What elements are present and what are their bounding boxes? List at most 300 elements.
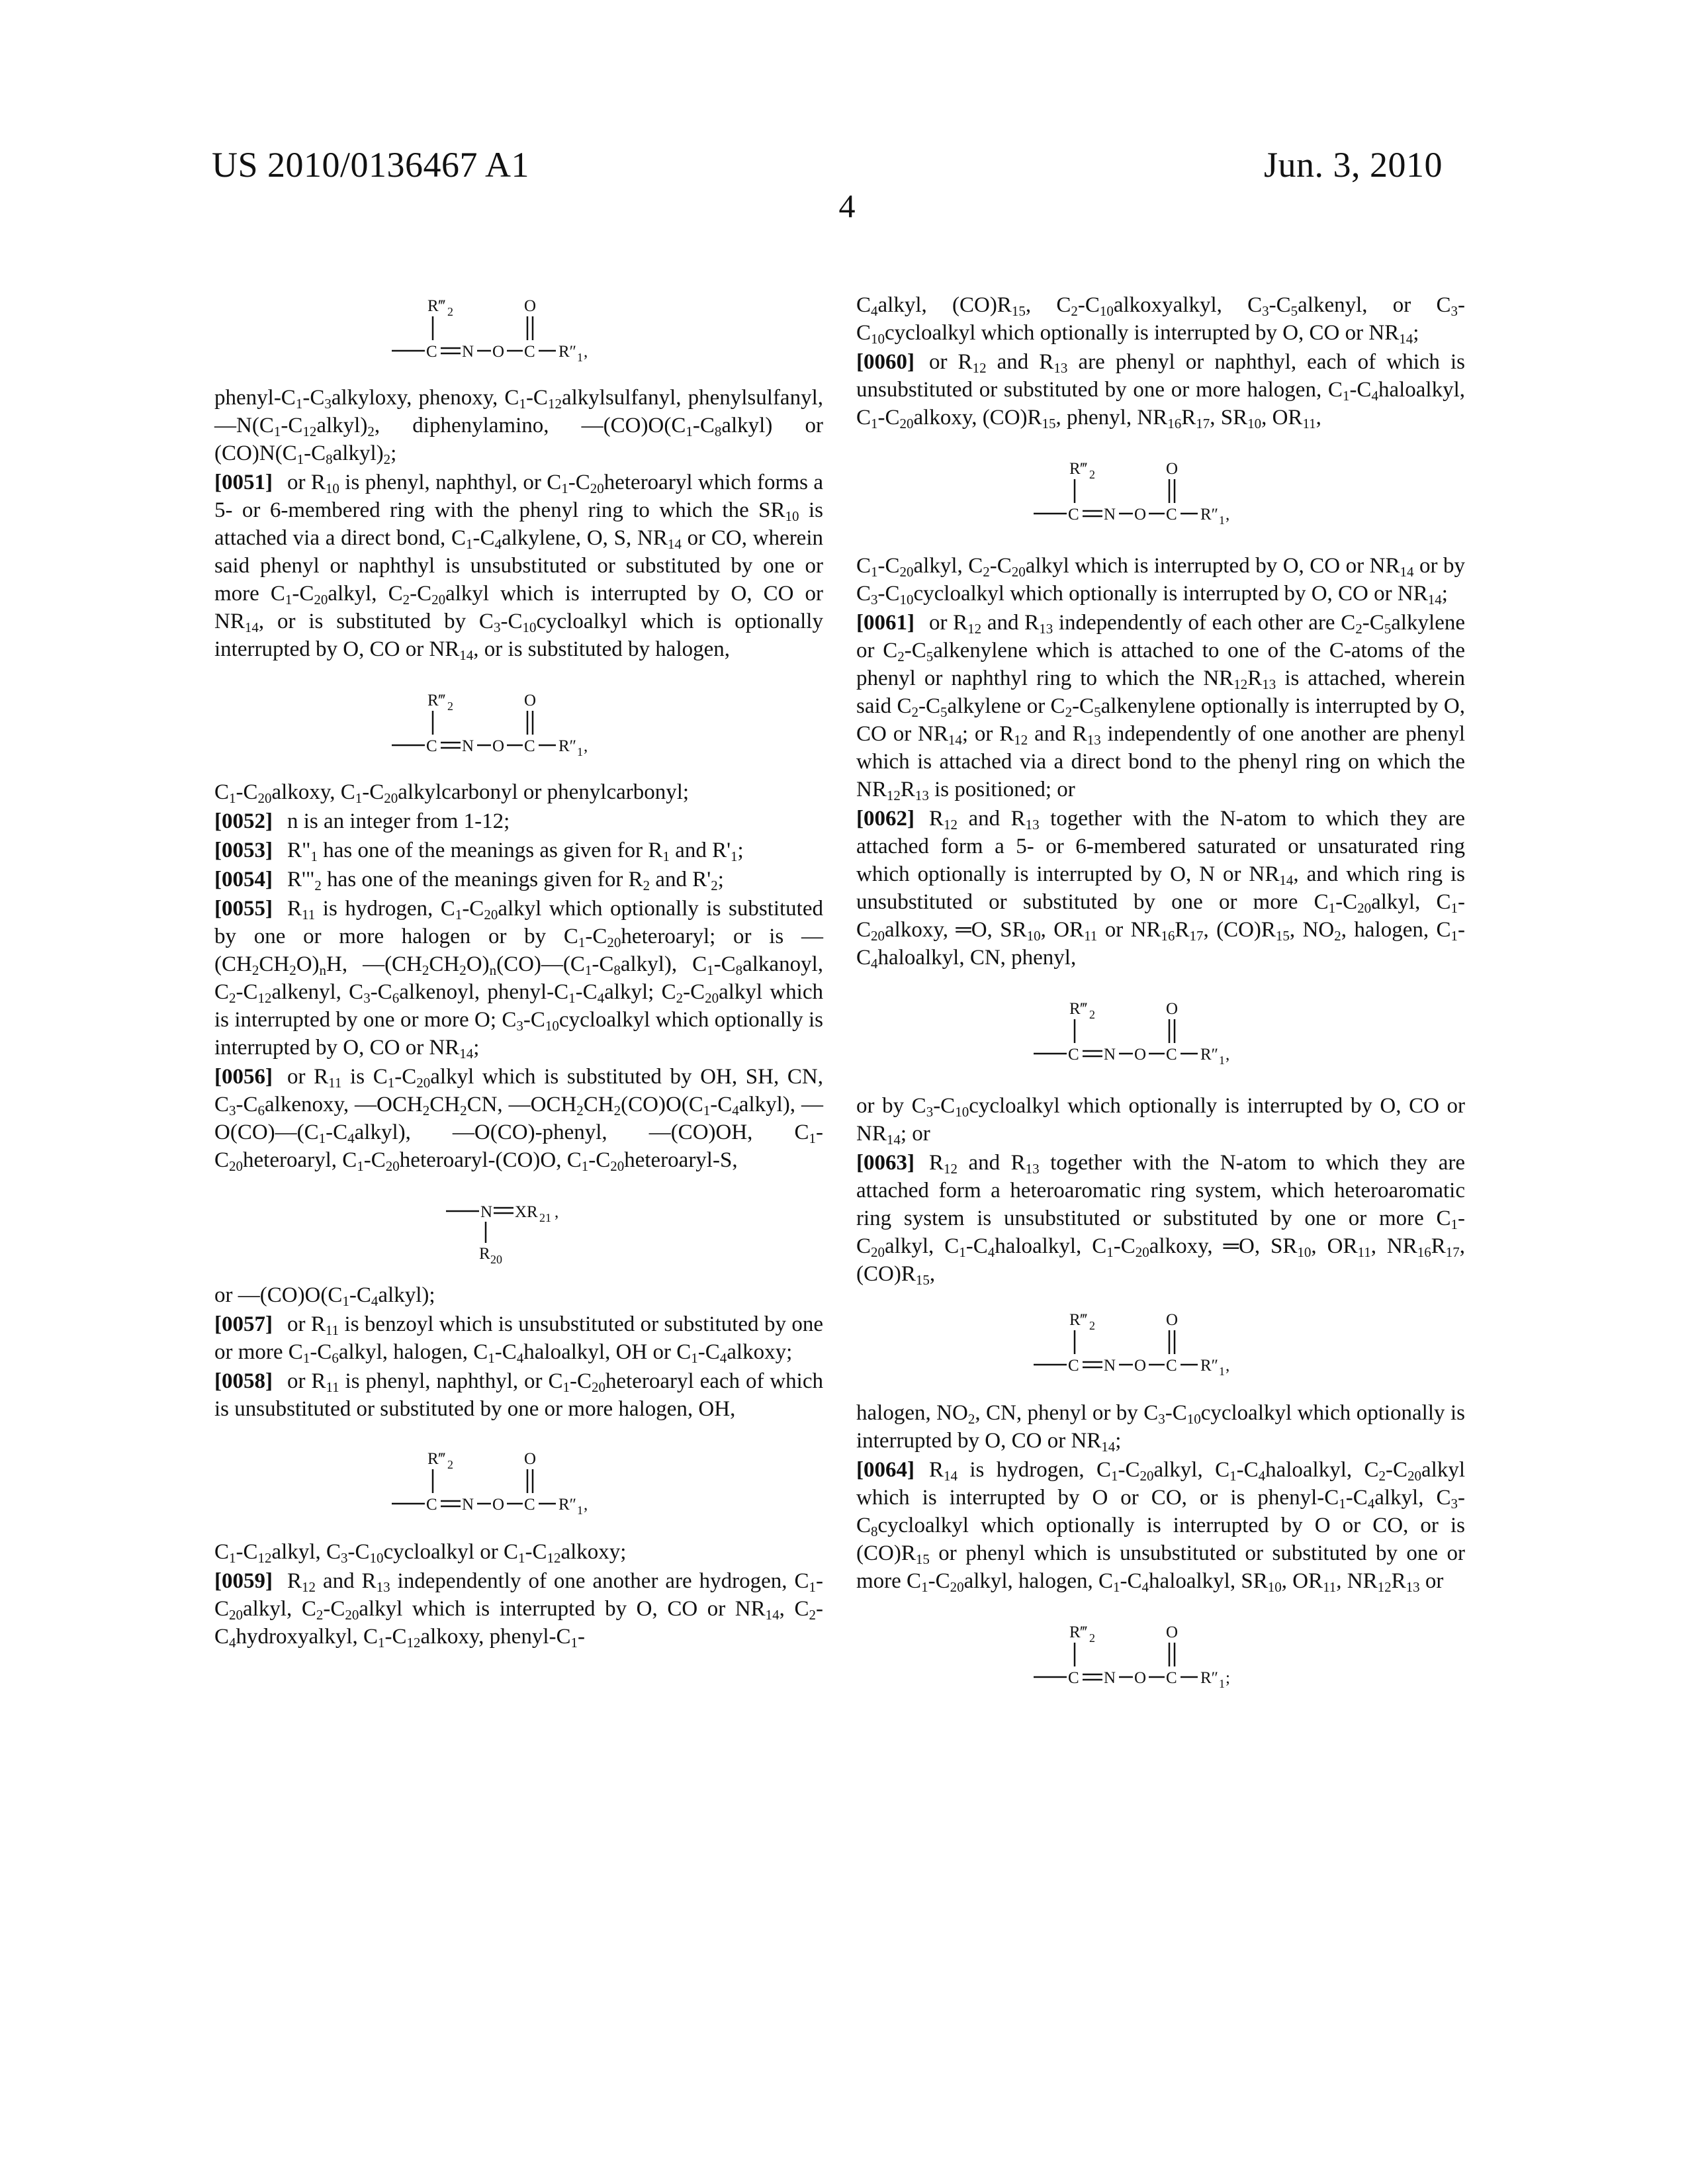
r-double-prime-label: R″ [1200,1669,1218,1687]
text-run: R [1392,1569,1406,1593]
paragraph-number: [0056] [214,1065,273,1089]
subscript: 17 [1446,1244,1460,1260]
subscript: 4 [598,990,605,1006]
subscript: 4 [871,303,878,319]
text-run: alkyl, C [914,554,983,578]
text-run: hydroxyalkyl, C [236,1625,378,1649]
subscript: 12 [967,621,981,637]
subscript: 20 [871,1244,885,1260]
subscript: 14 [459,647,473,663]
subscript: 4 [720,1350,727,1366]
subscript: 20 [431,592,445,608]
text-run: , or is substituted by halogen, [473,637,730,661]
text-run: alkyl) [316,414,367,437]
subscript: 1 [582,1158,589,1174]
text-run: is phenyl, naphthyl, or C [339,1369,563,1393]
subscript: 11 [302,907,315,923]
text-run: O) [467,952,490,976]
text-run: is C [341,1065,387,1089]
text-run: -C [570,1369,592,1393]
carbon-atom: C [426,343,437,361]
paragraph-number: [0057] [214,1312,273,1336]
text-run: or phenyl which is unsubstituted or substituted by one or more C [856,1541,1465,1593]
text-run: alkenylene optionally is interrupted by O, CO or NR [856,694,1465,746]
text-run: -C [1346,1486,1368,1510]
text-run: alkylsulfanyl, phenylsulfanyl, —N(C [214,386,823,437]
subscript: 16 [1161,928,1175,944]
oxime-ester-structure [856,454,1465,532]
carbonyl-oxygen: O [1166,1623,1178,1641]
text-run: independently of one another are phenyl which is attached via a direct bond to the phenyl ring on which the NR [856,722,1465,801]
text-run: cycloalkyl which is optionally interrupted by O, CO or NR [214,610,823,661]
subscript: 1 [731,848,738,864]
text-run: ; [1413,321,1419,345]
text-run: CH [429,1093,460,1116]
text-run: ; [390,441,396,465]
page-number: 4 [0,187,1694,225]
subscript: 11 [326,1379,339,1395]
text-run: together with the N-atom to which they are attached form a 5- or 6-membered saturated or unsaturated ring which optionally is interrupted by O, N or NR [856,807,1465,886]
subscript: 10 [1100,303,1114,319]
subscript: 2 [314,878,322,893]
paragraph-number: [0053] [214,839,273,862]
subscript: 20 [314,592,328,608]
text-run: , [930,1262,935,1286]
text-run: , CN, phenyl or by C [975,1401,1158,1425]
text-run: alkoxy, phenyl-C [421,1625,571,1649]
nitrogen-atom: N [1104,506,1116,523]
text-run: CH [429,952,459,976]
subscript: 13 [1087,732,1101,748]
oxime-ester-structure [856,1617,1465,1696]
r-double-prime-label: R″ [1200,506,1218,523]
text-run: heteroaryl; or is —(CH [214,925,823,976]
paragraph-number: [0061] [856,611,914,635]
text-run: is positioned; or [929,778,1075,801]
text-run: alkyl which is interrupted by one or more O; C [214,980,823,1032]
text-run: alkylene, O, S, NR [502,526,668,550]
subscript: 1 [578,934,586,950]
subscript: 3 [324,396,332,412]
subscript: 1 [1111,1468,1118,1484]
text-run: -C [592,952,613,976]
subscript: 1 [519,396,526,412]
subscript: 20 [1012,564,1026,580]
subscript: 2 [711,878,718,893]
text-run: alkenyl, C [272,980,364,1004]
subscript: 1 [1106,1244,1114,1260]
text-run: phenyl-C [214,386,296,410]
subscript: 12 [302,424,316,439]
r-triple-prime-subscript: 2 [1089,1319,1095,1332]
text-run: -C [348,1540,370,1564]
subscript: 1 [662,848,670,864]
text-run: , diphenylamino, —(CO)O(C [375,414,686,437]
text-run: , OR [1041,918,1085,942]
subscript: 12 [944,1161,958,1177]
subscript: 1 [342,1293,349,1309]
text-run: alkyl, C [1153,1458,1229,1482]
xr-label: XR [515,1203,538,1221]
text-run: -C [878,554,900,578]
oxime-ester-formula [214,686,823,764]
subscript: 8 [715,424,722,439]
paragraph [214,1281,823,1309]
subscript: 20 [1407,1468,1421,1484]
text-run: alkyl which is interrupted by O, CO or NR [214,582,823,633]
subscript: 8 [736,962,743,978]
subscript: 4 [1142,1579,1149,1595]
r-triple-prime-label: R‴ [427,1450,446,1468]
paragraph-0060 [856,348,1465,432]
subscript: 3 [926,1104,934,1120]
text-run: alkylene or C [856,611,1465,662]
subscript: 13 [1053,360,1067,376]
text-run: CH [584,1093,614,1116]
text-run: or —(CO)O(C [214,1283,342,1307]
paragraph [214,778,823,806]
subscript: 14 [459,1046,473,1062]
paragraph [214,384,823,467]
subscript: 15 [916,1551,930,1567]
subscript: 14 [944,1468,958,1484]
formula-end: , [584,737,588,755]
text-run: and R [958,807,1026,831]
text-run: -C [1386,1458,1407,1482]
subscript: 1 [809,1579,817,1595]
text-run: - [578,1625,585,1649]
subscript: 4 [371,1293,379,1309]
subscript: 4 [1368,1496,1375,1512]
text-run: independently of one another are hydrogen, C [390,1569,809,1593]
subscript: 1 [571,1635,578,1651]
text-run: ; or R [962,722,1014,746]
subscript: 2 [912,704,919,720]
text-run: , NR [1336,1569,1377,1593]
text-run: is attached, wherein said C [856,666,1465,718]
subscript: 5 [1291,303,1298,319]
subscript: 2 [252,962,259,978]
subscript: 10 [545,1018,559,1034]
text-run: R [901,778,915,801]
subscript: 4 [495,536,502,552]
oxime-ester-structure [214,1444,823,1522]
subscript: 20 [590,480,604,496]
text-run: alkyl, (CO)R [878,293,1012,317]
subscript: 11 [326,1322,339,1338]
text-run: -C [214,1569,823,1621]
r-subscript: 20 [490,1253,502,1266]
text-run: -C [878,406,900,430]
carbonyl-oxygen: O [1166,1000,1178,1018]
text-run: alkyl), C [621,952,707,976]
carbon-atom: C [426,1496,437,1514]
r-triple-prime-label: R‴ [427,297,446,315]
subscript: 10 [1268,1579,1282,1595]
carbonyl-carbon: C [1166,1669,1177,1687]
subscript: 12 [407,1635,421,1651]
subscript: 2 [643,878,650,893]
nitrogen-atom: N [462,1496,474,1514]
subscript: 2 [1065,704,1073,720]
r-triple-prime-label: R‴ [1069,1311,1088,1329]
text-run: , halogen, C [1341,918,1451,942]
text-run: -C [1362,611,1384,635]
r-triple-prime-subscript: 2 [447,700,453,713]
subscript: 20 [1136,1244,1149,1260]
text-run: C [856,554,871,578]
text-run: alkyl, C [272,1540,341,1564]
carbon-atom: C [1068,1357,1079,1375]
text-run: -C [966,1234,988,1258]
n-x-formula [214,1189,823,1268]
subscript: 12 [547,1550,560,1566]
text-run: alkoxy, ═O, SR [1149,1234,1298,1258]
xr-subscript: 21 [539,1211,551,1224]
subscript: 1 [959,1244,966,1260]
formula-end: , [555,1203,558,1221]
subscript: 2 [229,990,236,1006]
text-run: alkenoxy, —OCH [265,1093,423,1116]
subscript: 2 [289,962,296,978]
text-run: R [1181,406,1196,430]
carbon-atom: C [1068,1669,1079,1687]
subscript: 20 [386,1158,400,1174]
text-run: -C [371,980,392,1004]
subscript: 17 [1189,928,1203,944]
text-run: haloalkyl, OH or C [523,1340,691,1364]
text-run: -C [523,1008,545,1032]
subscript: 14 [245,619,259,635]
subscript: 1 [378,1635,385,1651]
subscript: 1 [1451,1216,1458,1232]
text-run: are phenyl or naphthyl, each of which is unsubstituted or substituted by one or more halogen, C [856,350,1465,402]
oxime-ester-formula [856,1305,1465,1383]
subscript: 3 [363,990,371,1006]
text-run: alkyl), —O(CO)—(C [214,1093,823,1144]
paragraph-number: [0058] [214,1369,273,1393]
text-run: -C [1269,293,1291,317]
text-run: -C [385,1625,407,1649]
text-run: , NR [1371,1234,1417,1258]
subscript: 12 [1378,1579,1392,1595]
oxygen-atom: O [492,737,504,755]
text-run: -C [1078,293,1100,317]
text-run: ; or [901,1122,930,1146]
text-run: has one of the meanings as given for R [318,839,662,862]
subscript: 11 [1302,416,1315,432]
text-run: -C [1165,1401,1187,1425]
text-run: is benzoyl which is unsubstituted or substituted by one or more C [214,1312,823,1364]
formula-end: , [1226,1357,1229,1375]
carbonyl-carbon: C [1166,1357,1177,1375]
subscript: 1 [1451,928,1458,944]
subscript: 20 [705,990,719,1006]
subscript: 12 [258,990,272,1006]
r-double-prime-subscript: 1 [577,351,583,364]
text-run: -C [878,582,900,606]
subscript: 3 [1262,303,1269,319]
subscript: 5 [1384,621,1392,637]
r-triple-prime-subscript: 2 [1089,468,1095,481]
subscript: 10 [1027,928,1041,944]
subscript: 20 [900,564,914,580]
subscript: 14 [1428,592,1442,608]
text-run: -C [362,780,384,804]
text-run: R [929,807,944,831]
text-run: alkylcarbonyl or phenylcarbonyl; [398,780,689,804]
subscript: 2 [403,592,410,608]
left-column [214,291,823,1652]
text-run: -C [394,1065,416,1089]
text-run: heteroaryl-S, [624,1148,737,1172]
text-run: R [287,897,302,921]
text-run: -C [410,582,431,606]
text-run: ; [1442,582,1448,606]
subscript: 15 [1012,303,1026,319]
subscript: 17 [1196,416,1210,432]
subscript: 20 [345,1607,359,1623]
text-run: C [214,780,229,804]
text-run: R [929,1458,944,1482]
subscript: 1 [1229,1468,1237,1484]
text-run: heteroaryl each of which is unsubstituted or substituted by one or more halogen, OH, [214,1369,823,1421]
subscript: 10 [1187,1411,1201,1427]
patent-number: US 2010/0136467 A1 [212,144,529,185]
oxygen-atom: O [1134,506,1146,523]
text-run: -C [292,582,314,606]
subscript: 10 [871,331,885,347]
paragraph-number: [0051] [214,471,273,494]
text-run: -C [698,1340,720,1364]
text-run: -C [473,526,495,550]
text-run: -C [214,1597,823,1649]
subscript: 1 [1343,388,1350,404]
text-run: cycloalkyl which optionally is interrupted by O, CO or NR [856,1401,1465,1453]
subscript: 4 [988,1244,995,1260]
text-run: -C [495,1340,517,1364]
carbonyl-oxygen: O [1166,460,1178,478]
subscript: 2 [459,962,467,978]
paragraph-number: [0052] [214,809,273,833]
text-run: or R [929,611,967,635]
text-run: -C [236,980,258,1004]
text-run: -C [693,414,715,437]
text-run: or R [287,471,326,494]
subscript: 3 [229,1103,236,1118]
text-run: -C [304,441,326,465]
subscript: 4 [871,956,878,972]
subscript: 1 [388,1075,395,1091]
text-run: alkylene or C [948,694,1065,718]
oxime-ester-formula [214,291,823,369]
right-column [856,291,1465,1696]
text-run: or R [287,1065,328,1089]
text-run: -C [236,780,258,804]
text-run: , (CO)R [856,1234,1465,1286]
text-run: alkyl); [378,1283,435,1307]
r-double-prime-subscript: 1 [1219,1054,1225,1067]
text-run: -C [500,610,522,633]
r-triple-prime-subscript: 2 [1089,1631,1095,1645]
text-run: alkyl, C [1371,890,1450,914]
subscript: 1 [455,907,463,923]
text-run: -C [349,1283,371,1307]
oxime-ester-formula [214,1444,823,1522]
subscript: 1 [297,451,304,467]
text-run: alkoxy, ═O, SR [885,918,1027,942]
text-run: -C [1237,1458,1259,1482]
subscript: 20 [607,934,621,950]
text-run: or by C [856,554,1465,606]
paragraph-0059 [214,1567,823,1651]
nitrogen-atom: N [462,343,474,361]
text-run: and R [958,1151,1026,1175]
subscript: 2 [968,1411,975,1427]
text-run: n is an integer from 1-12; [287,809,510,833]
text-run: -C [710,1093,732,1116]
text-run: has one of the meanings given for R [322,868,643,891]
text-run: CN, —OCH [467,1093,577,1116]
r-double-prime-subscript: 1 [1219,514,1225,527]
paragraph [856,1399,1465,1455]
r-triple-prime-label: R‴ [427,692,446,709]
text-run: C [856,293,871,317]
subscript: 3 [1451,303,1458,319]
subscript: 3 [494,619,501,635]
nitrogen-atom: N [1104,1669,1116,1687]
publication-date: Jun. 3, 2010 [1264,144,1443,185]
subscript: 5 [940,704,948,720]
paragraph-0053 [214,837,823,864]
text-run: -C [918,694,940,718]
subscript: 10 [326,480,339,496]
text-run: or R [929,350,973,374]
text-run: alkyl) or (CO)N(C [214,414,823,465]
paragraph-number: [0064] [856,1458,914,1482]
subscript: 12 [944,817,958,833]
text-run: CH [259,952,289,976]
oxime-ester-structure [214,291,823,369]
subscript: 10 [900,592,914,608]
subscript: 2 [1071,303,1078,319]
subscript: 2 [676,990,684,1006]
text-run: cycloalkyl or C [384,1540,518,1564]
subscript: 1 [229,1550,236,1566]
subscript: 10 [1247,416,1261,432]
text-run: alkanoyl, C [214,952,823,1004]
text-run: cycloalkyl which optionally is interrupted by O, CO or NR [885,321,1399,345]
text-run: , OR [1282,1569,1323,1593]
text-run: -C [281,414,302,437]
subscript: 1 [1329,900,1336,916]
subscript: 3 [516,1018,523,1034]
text-run: R'" [287,868,314,891]
oxime-ester-structure [214,686,823,764]
subscript: 1 [285,592,292,608]
n-x-structure [214,1189,823,1268]
paragraph-number: [0059] [214,1569,273,1593]
carbonyl-oxygen: O [524,297,536,315]
subscript: 15 [1042,416,1056,432]
subscript: 10 [1297,1244,1311,1260]
text-run: alkoxy; [560,1540,626,1564]
subscript: 12 [1014,732,1028,748]
text-run: alkyl, C [1374,1486,1450,1510]
text-run: -C [310,1340,332,1364]
subscript: 13 [1262,676,1276,692]
subscript: n [320,962,327,978]
